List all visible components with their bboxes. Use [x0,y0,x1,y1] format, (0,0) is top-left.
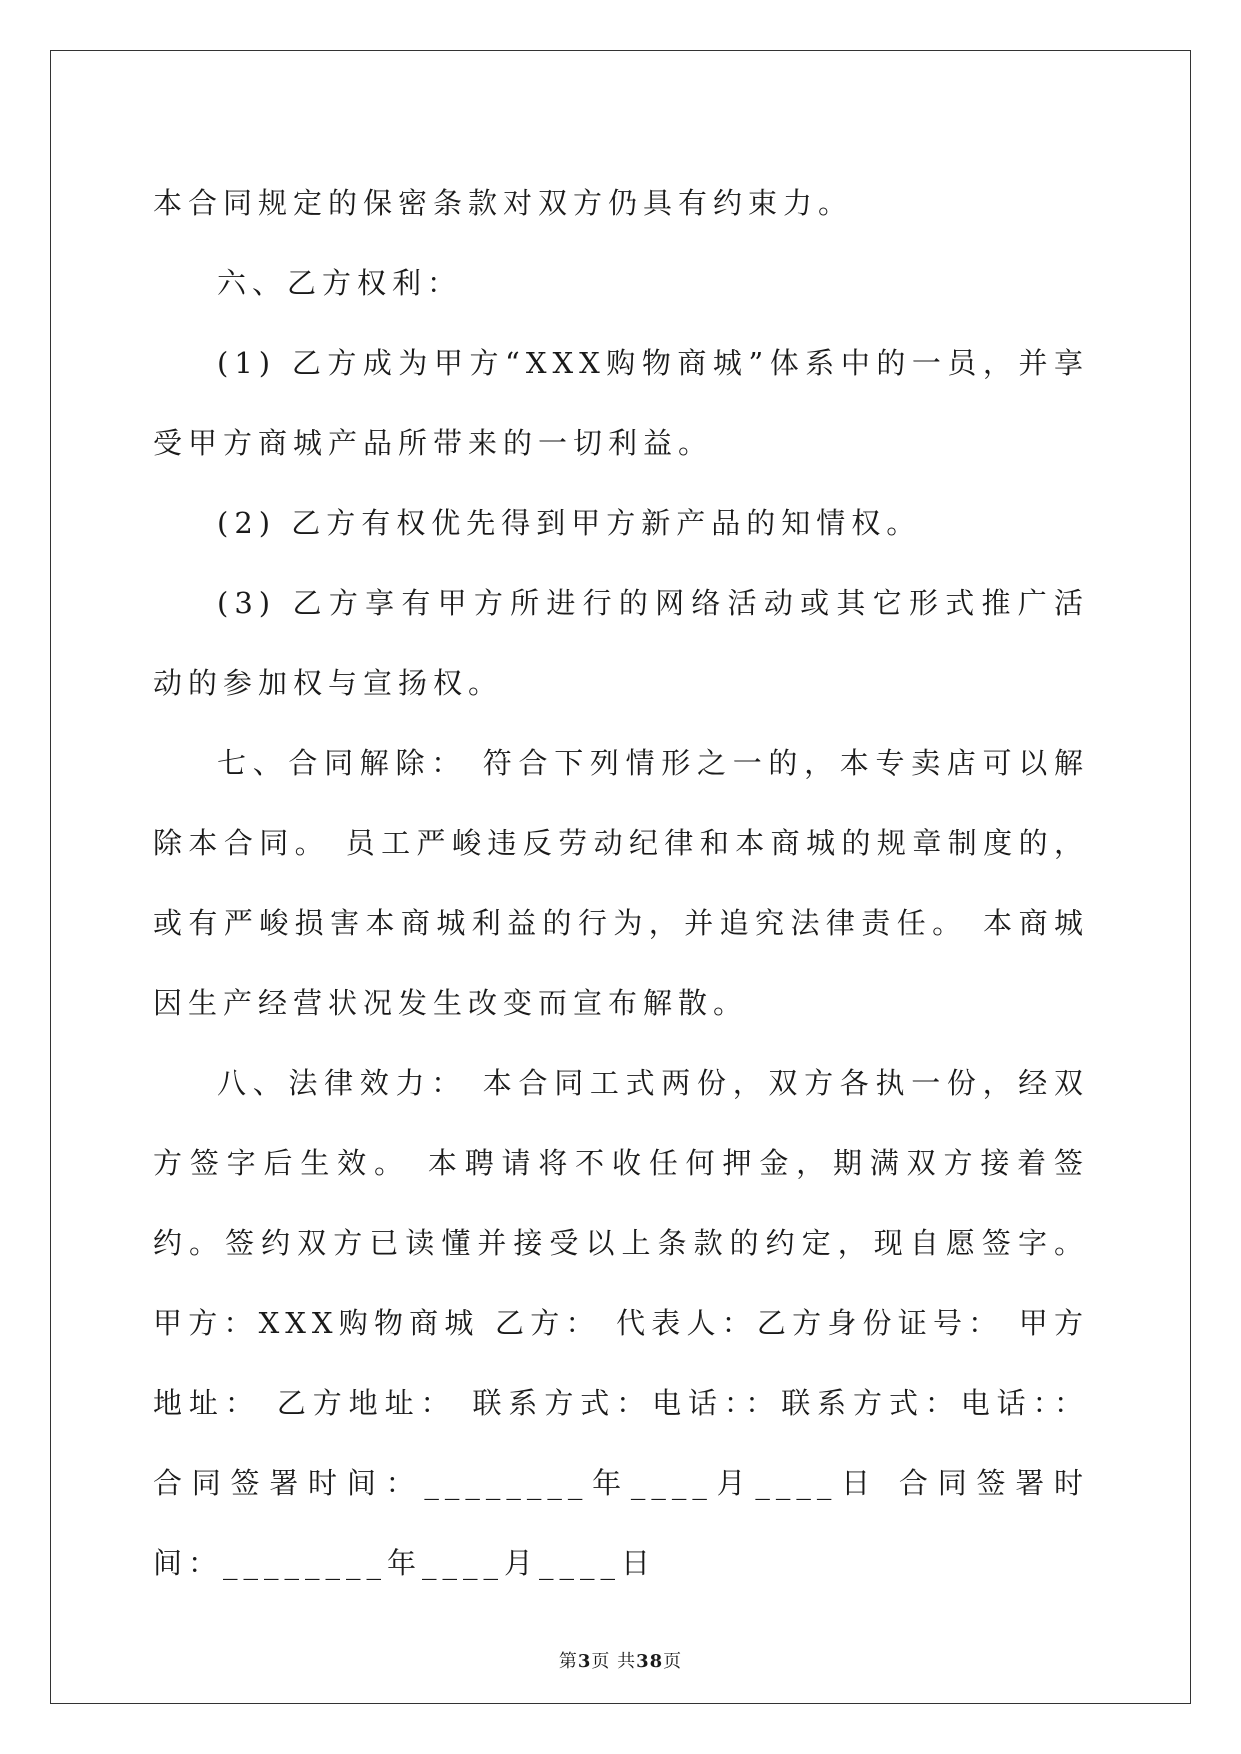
page-suffix: 页 [663,1651,683,1672]
page-current: 3 [577,1651,592,1672]
paragraph-confidentiality: 本合同规定的保密条款对双方仍具有约束力。 [153,186,854,220]
page-total: 38 [636,1651,664,1672]
paragraph-right-2: (2) 乙方有权优先得到甲方新产品的知情权。 [217,506,922,540]
page-mid: 页 共 [591,1651,637,1672]
paragraph-legal-effect: 八、法律效力： 本合同工式两份，双方各执一份，经双方签字后生效。 本聘请将不收任何押金，期满双方接着签约。签约双方已读懂并接受以上条款的约定，现自愿签字。 甲方：XXX购物商城 乙方： 代表人：乙方身份证号： 甲方地址： 乙方地址： 联系方式：电话：：联系方式：电话：： 合同签署时间：________年____月____日 合同签署时间：________年____月____日 [153,1066,1089,1580]
paragraph-right-3: (3) 乙方享有甲方所进行的网络活动或其它形式推广活动的参加权与宣扬权。 [153,586,1089,700]
heading-party-b-rights: 六、乙方权利： [217,266,463,300]
page-footer [0,1650,1241,1674]
page-prefix: 第 [558,1651,578,1672]
paragraph-right-1: (1) 乙方成为甲方“XXX购物商城”体系中的一员，并享受甲方商城产品所带来的一切利益。 [153,346,1089,460]
paragraph-contract-termination: 七、合同解除： 符合下列情形之一的，本专卖店可以解除本合同。 员工严峻违反劳动纪律和本商城的规章制度的，或有严峻损害本商城利益的行为，并追究法律责任。 本商城因生产经营状况发生改变而宣布解散。 [153,746,1089,1020]
document-body [153,163,1089,1603]
